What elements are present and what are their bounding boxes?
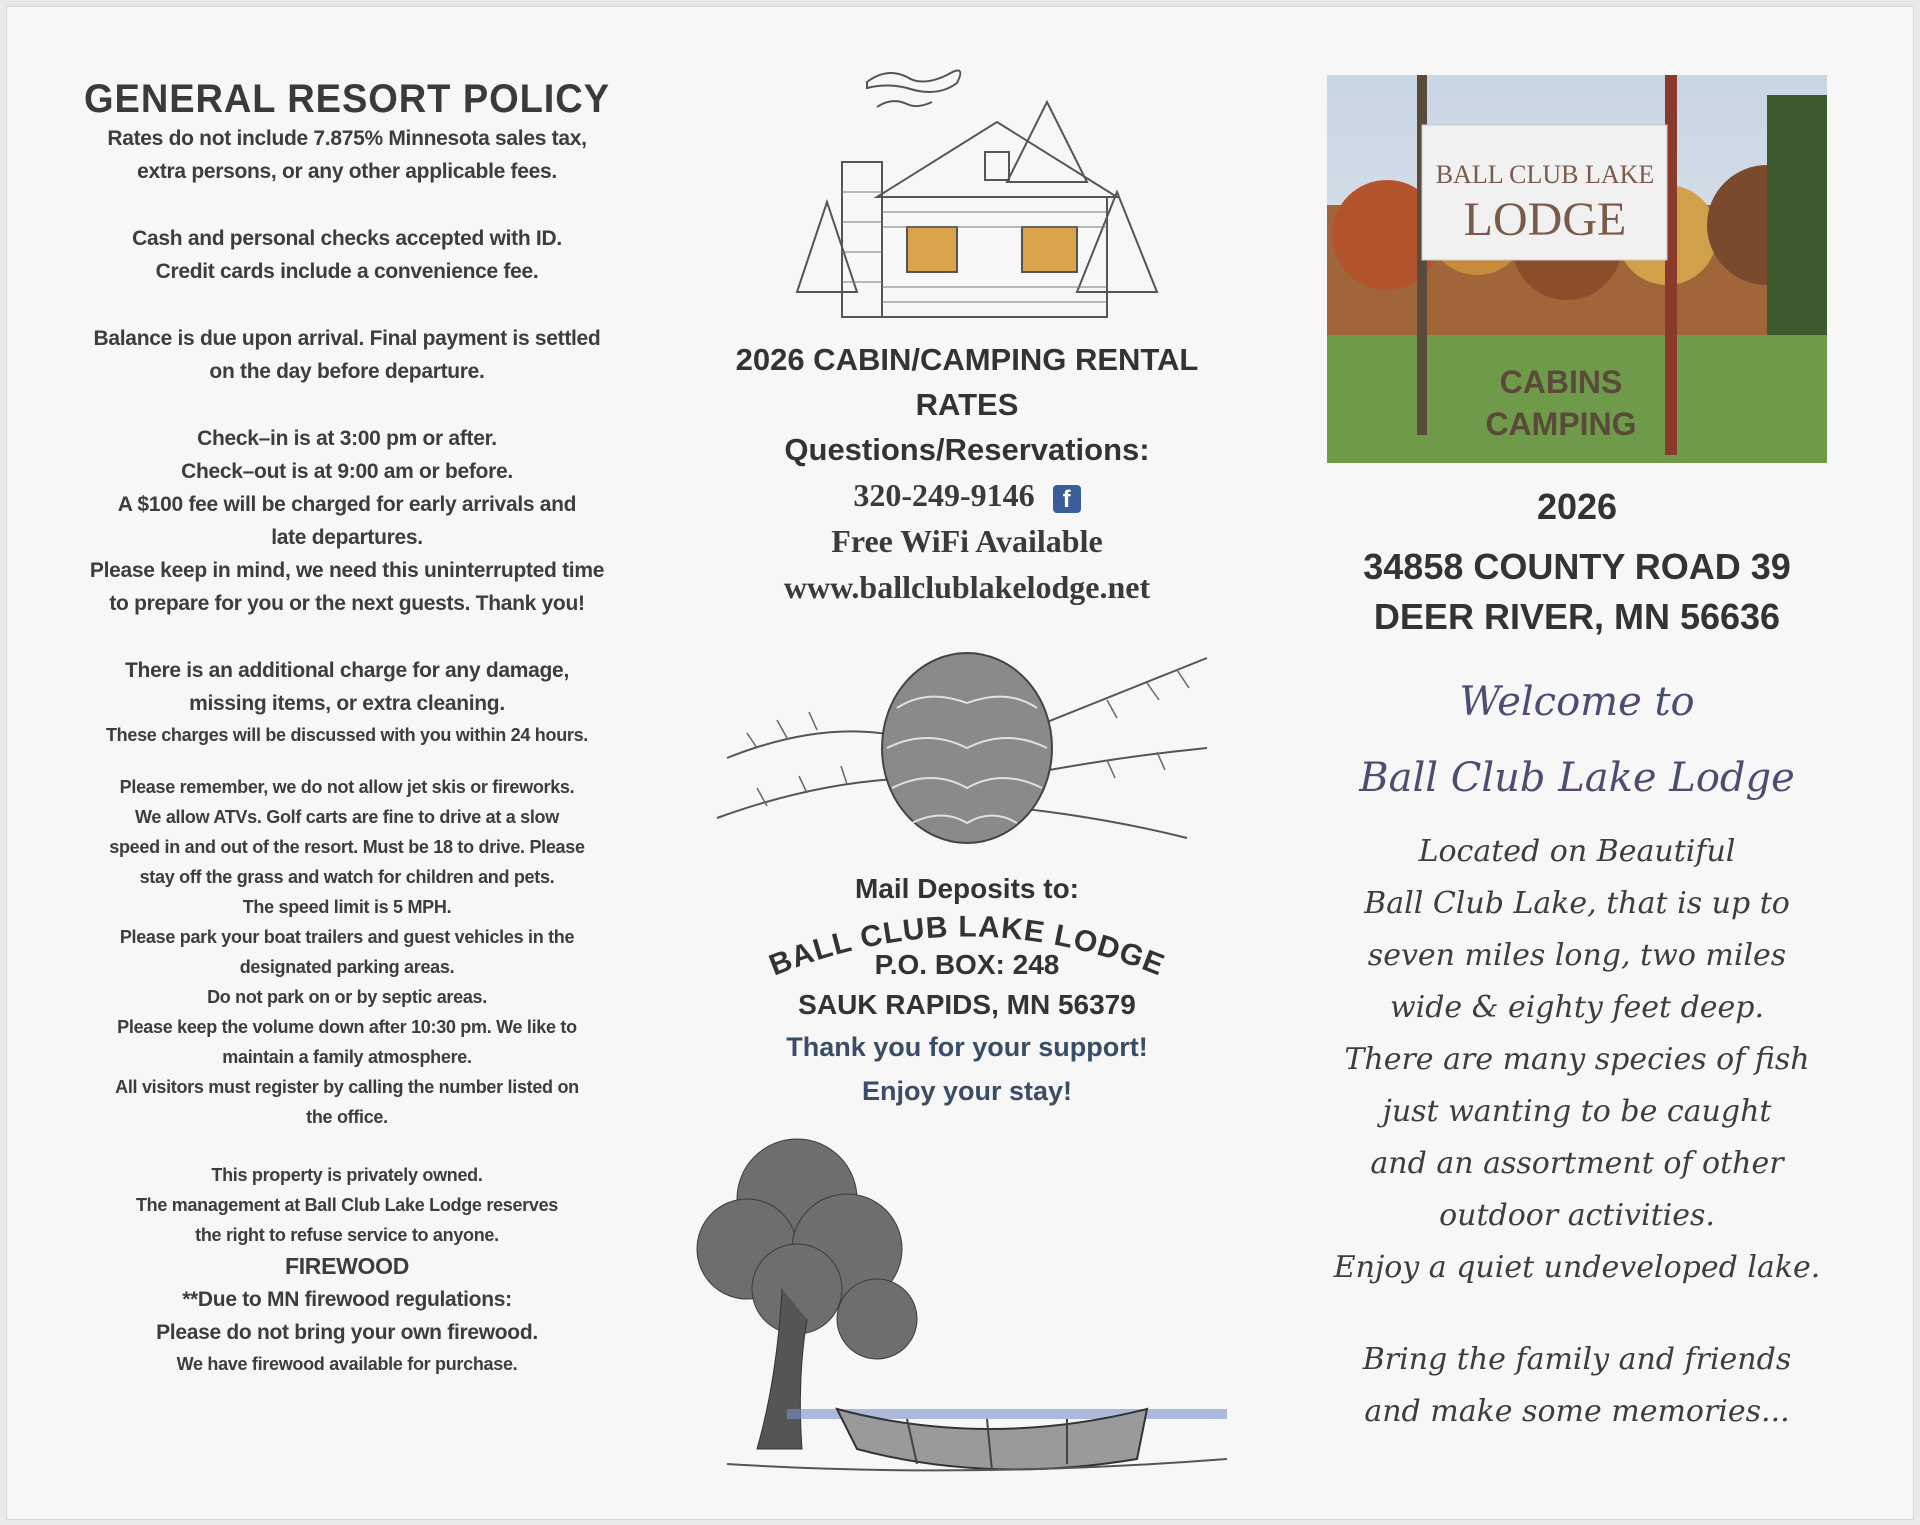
policy-line: speed in and out of the resort. Must be 18 to drive. Please	[109, 837, 585, 857]
policy-line: Please park your boat trailers and guest vehicles in the	[119, 927, 575, 947]
policy-column	[47, 7, 647, 1519]
sign-cabins: CABINS	[1499, 364, 1623, 400]
policy-line: maintain a family atmosphere.	[222, 1047, 472, 1067]
rates-title-line1: 2026 CABIN/CAMPING RENTAL	[735, 342, 1199, 377]
policy-line: A $100 fee will be charged for early arrivals and	[117, 493, 577, 516]
description-line: Ball Club Lake, that is up to	[1364, 886, 1790, 921]
policy-line: missing items, or extra cleaning.	[189, 692, 505, 715]
policy-line: Do not park on or by septic areas.	[207, 987, 487, 1007]
enjoy-stay-text: Enjoy your stay!	[861, 1076, 1073, 1106]
policy-line: Please remember, we do not allow jet skis or fireworks.	[119, 777, 575, 797]
policy-line: We have firewood available for purchase.	[176, 1354, 518, 1374]
firewood-title: FIREWOOD	[284, 1253, 410, 1279]
policy-line: Balance is due upon arrival. Final payment is settled	[93, 327, 601, 350]
lodge-sign-photo	[1327, 75, 1827, 463]
rates-title-line2: RATES	[915, 387, 1019, 422]
welcome-line2: Ball Club Lake Lodge	[1359, 755, 1795, 801]
description-line: outdoor activities.	[1439, 1198, 1715, 1233]
policy-line: We allow ATVs. Golf carts are fine to drive at a slow	[135, 807, 559, 827]
description	[1297, 826, 1857, 1438]
policy-line: Please do not bring your own firewood.	[156, 1321, 538, 1344]
description-line: Enjoy a quiet undeveloped lake.	[1333, 1250, 1821, 1285]
phone-number: 320-249-9146	[853, 477, 1035, 513]
facebook-icon[interactable]: f	[1053, 485, 1081, 513]
city-state: SAUK RAPIDS, MN 56379	[798, 989, 1136, 1020]
policy-line: This property is privately owned.	[211, 1165, 483, 1185]
policy-line: the office.	[306, 1107, 388, 1127]
welcome-line1: Welcome to	[1459, 679, 1695, 725]
city-address: DEER RIVER, MN 56636	[1373, 596, 1781, 637]
tree-boat-illustration	[687, 1119, 1247, 1479]
sign-camping: CAMPING	[1485, 406, 1637, 442]
sign-lodge-name: BALL CLUB LAKE	[1435, 160, 1655, 189]
questions-label: Questions/Reservations:	[784, 432, 1150, 467]
policy-line: There is an additional charge for any damage,	[125, 659, 569, 682]
policy-line: Rates do not include 7.875% Minnesota sales tax,	[107, 127, 587, 150]
description-line: and make some memories...	[1364, 1394, 1790, 1429]
policy-line: The management at Ball Club Lake Lodge reserves	[135, 1195, 559, 1215]
policy-line: to prepare for you or the next guests. Thank you!	[109, 592, 585, 615]
phone-line	[677, 472, 1257, 518]
policy-line: Please keep in mind, we need this uninterrupted time	[89, 559, 605, 582]
po-box: P.O. BOX: 248	[874, 949, 1060, 980]
pinecone-illustration	[707, 638, 1227, 848]
description-line: Located on Beautiful	[1418, 834, 1736, 869]
policy-line: Check–out is at 9:00 am or before.	[181, 460, 513, 483]
policy-line: on the day before departure.	[209, 360, 485, 383]
description-line: just wanting to be caught	[1382, 1094, 1772, 1129]
description-line: and an assortment of other	[1370, 1146, 1784, 1181]
sign-lodge-word: LODGE	[1463, 193, 1627, 246]
policy-text	[47, 122, 647, 1379]
wifi-text: Free WiFi Available	[831, 523, 1103, 559]
year: 2026	[1536, 486, 1618, 527]
policy-line: The speed limit is 5 MPH.	[242, 897, 452, 917]
mail-deposits-label: Mail Deposits to:	[854, 873, 1079, 904]
policy-line: Please keep the volume down after 10:30 pm. We like to	[117, 1017, 577, 1037]
policy-line: Credit cards include a convenience fee.	[155, 260, 539, 283]
policy-line: These charges will be discussed with you within 24 hours.	[105, 725, 589, 745]
policy-line: late departures.	[271, 526, 423, 549]
rates-column	[677, 7, 1257, 1519]
policy-line: designated parking areas.	[239, 957, 455, 977]
website-link[interactable]: www.ballclublakelodge.net	[783, 569, 1151, 605]
policy-line: **Due to MN firewood regulations:	[182, 1288, 512, 1311]
policy-line: Check–in is at 3:00 pm or after.	[197, 427, 497, 450]
policy-line: Cash and personal checks accepted with ID.	[132, 227, 562, 250]
cabin-illustration	[757, 62, 1177, 332]
policy-line: extra persons, or any other applicable fees.	[137, 160, 557, 183]
description-line: wide & eighty feet deep.	[1389, 990, 1765, 1025]
policy-line: stay off the grass and watch for children and pets.	[139, 867, 555, 887]
policy-title: GENERAL RESORT POLICY	[84, 77, 610, 121]
street-address: 34858 COUNTY ROAD 39	[1363, 546, 1791, 587]
policy-line: the right to refuse service to anyone.	[195, 1225, 499, 1245]
brochure-page	[6, 6, 1914, 1520]
description-line: There are many species of fish	[1344, 1042, 1810, 1077]
description-line: seven miles long, two miles	[1367, 938, 1787, 973]
lodge-name-text: BALL CLUB LAKE LODGE	[764, 910, 1170, 979]
description-line: Bring the family and friends	[1362, 1342, 1792, 1377]
thank-you-text: Thank you for your support!	[786, 1032, 1148, 1062]
policy-line: All visitors must register by calling the number listed on	[115, 1077, 579, 1097]
welcome-column	[1297, 7, 1857, 1519]
